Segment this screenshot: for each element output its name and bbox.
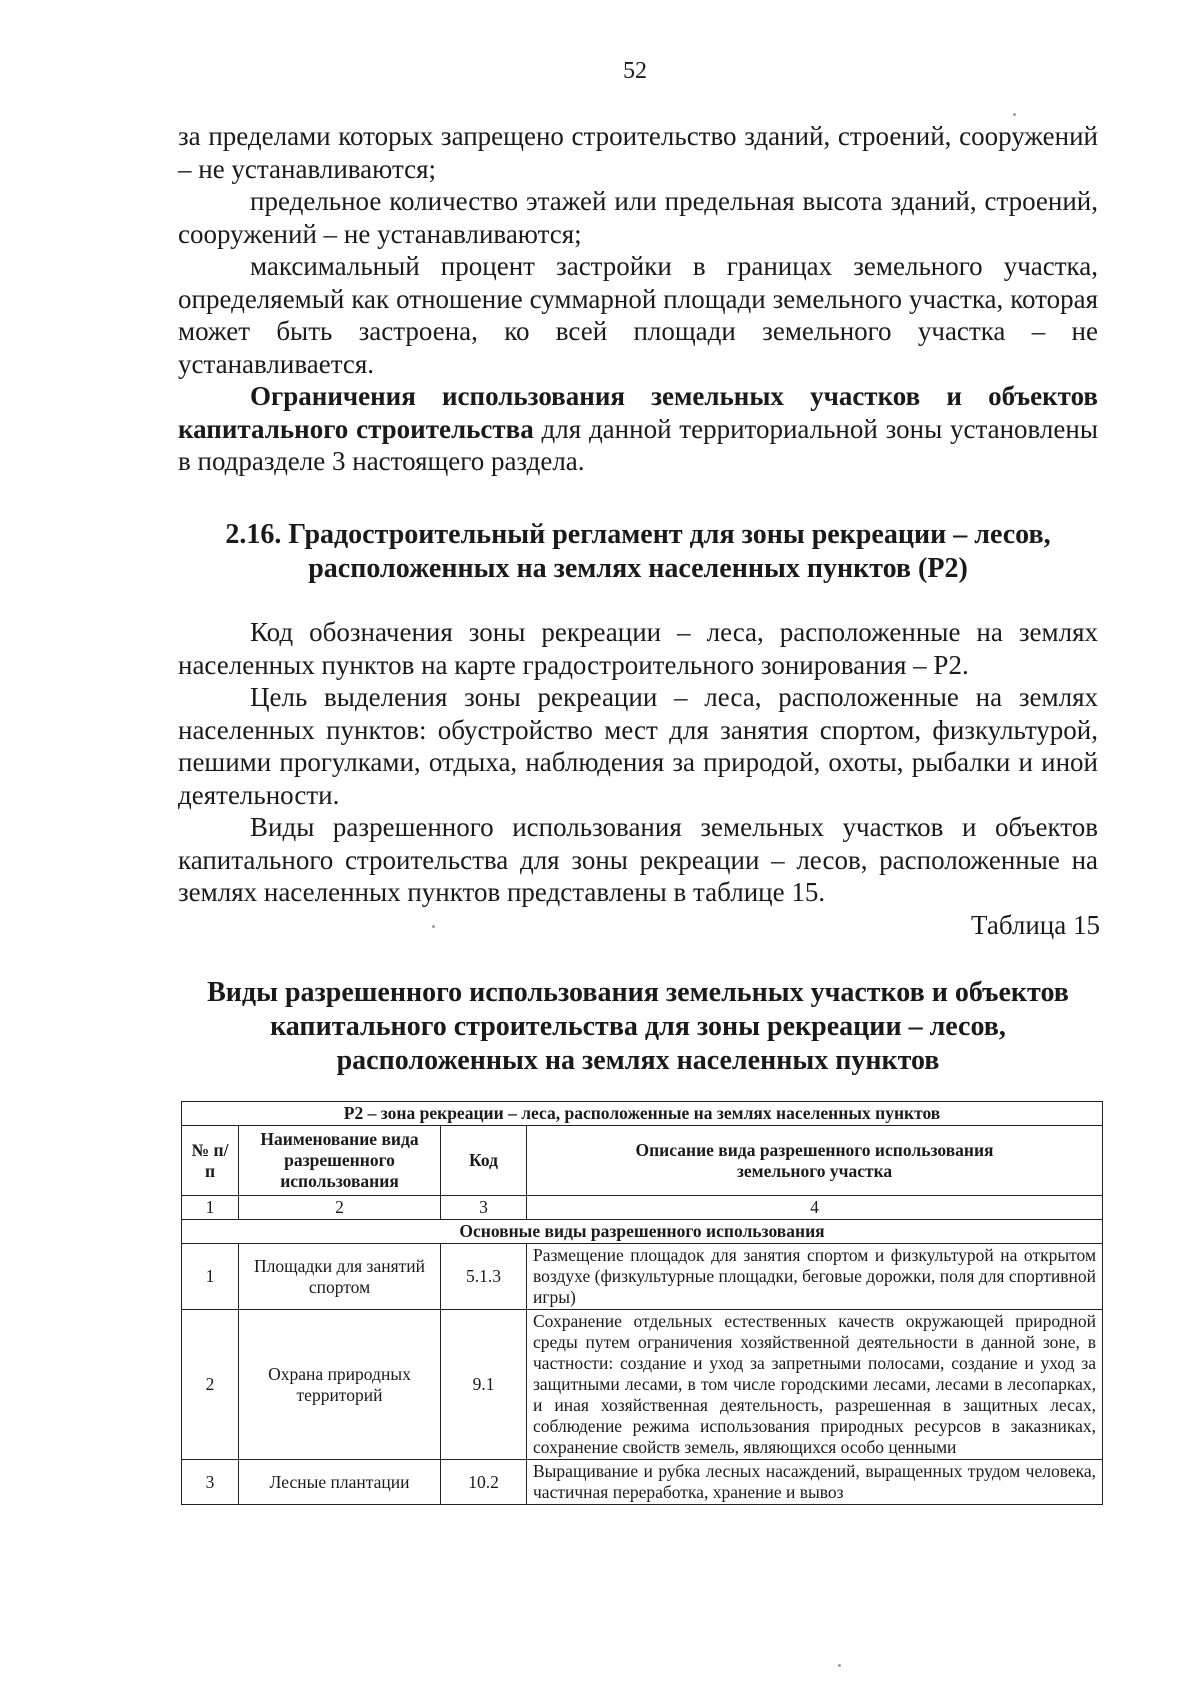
col-number-3: 3 <box>441 1196 527 1220</box>
land-use-table <box>181 1101 1103 1505</box>
restrictions-bold-text: Ограничения использования земельных участков и объектов капитального строительства <box>178 381 1098 444</box>
column-number-row <box>182 1196 1103 1220</box>
table-title-line-2: капитального строительства для зоны рекреации – лесов, <box>270 1011 1006 1042</box>
intro-paragraph-2: предельное количество этажей или предельная высота зданий, строений, сооружений – не устанавливаются; <box>178 186 1098 249</box>
scan-speck <box>1013 113 1016 116</box>
table-title-line-1: Виды разрешенного использования земельных участков и объектов <box>207 977 1069 1008</box>
page-number: 52 <box>623 58 647 84</box>
col-number-2: 2 <box>239 1196 441 1220</box>
group-header-cell: Основные виды разрешенного использования <box>182 1220 1103 1244</box>
intro-paragraph-3: максимальный процент застройки в границах земельного участка, определяемый как отношение суммарной площади земельного участка, которая может быть застроена, ко всей площади земельного участка – не устанавливается. <box>178 251 1098 379</box>
section-heading <box>178 518 1098 586</box>
section-paragraph-2: Цель выделения зоны рекреации – леса, расположенные на землях населенных пунктов: обустройство мест для занятия спортом, физкультурой, пешими прогулками, отдыха, наблюдения за природой, охоты, рыбалки и иной деятельности. <box>178 682 1098 810</box>
table-label: Таблица 15 <box>971 910 1100 940</box>
row-code: 5.1.3 <box>441 1244 527 1310</box>
section-paragraph-3: Виды разрешенного использования земельных участков и объектов капитального строительства для зоны рекреации – лесов, расположенные на землях населенных пунктов представлены в таблице 15. <box>178 812 1098 907</box>
row-num: 2 <box>182 1310 239 1460</box>
header-code: Код <box>441 1126 527 1196</box>
row-desc: Выращивание и рубка лесных насаждений, выращенных трудом человека, частичная переработка, хранение и вывоз <box>527 1460 1103 1505</box>
row-num: 1 <box>182 1244 239 1310</box>
row-desc: Размещение площадок для занятия спортом и физкультурой на открытом воздухе (физкультурные площадки, беговые дорожки, поля для спортивной игры) <box>527 1244 1103 1310</box>
table-heading <box>178 976 1098 1078</box>
group-header-row <box>182 1220 1103 1244</box>
col-number-4: 4 <box>527 1196 1103 1220</box>
zone-header-cell: Р2 – зона рекреации – леса, расположенные на землях населенных пунктов <box>182 1102 1103 1126</box>
row-code: 10.2 <box>441 1460 527 1505</box>
row-name: Охрана природных территорий <box>239 1310 441 1460</box>
table-row <box>182 1310 1103 1460</box>
restrictions-rest-text: для данной территориальной зоны установлены в подразделе 3 настоящего раздела. <box>178 413 1098 476</box>
header-desc: Описание вида разрешенного использования земельного участка <box>527 1126 1103 1196</box>
table-title-line-3: расположенных на землях населенных пунктов <box>336 1045 940 1076</box>
table-row <box>182 1244 1103 1310</box>
row-num: 3 <box>182 1460 239 1505</box>
header-name: Наименование вида разрешенного использования <box>239 1126 441 1196</box>
row-desc: Сохранение отдельных естественных качеств окружающей природной среды путем ограничения хозяйственной деятельности в данной зоне, в частности: создание и уход за запретными полосами, создание и уход за защитными лесами, в том числе городскими лесами, лесами в лесопарках, и иная хозяйственная деятельность, разрешенная в защитных лесах, соблюдение режима использования природных ресурсов в заказниках, сохранение свойств земель, являющихся особо ценными <box>527 1310 1103 1460</box>
column-header-row <box>182 1126 1103 1196</box>
row-name: Лесные плантации <box>239 1460 441 1505</box>
section-title-line-1: 2.16. Градостроительный регламент для зоны рекреации – лесов, <box>225 519 1051 550</box>
intro-paragraph-4 <box>178 380 1098 478</box>
scan-speck <box>838 1664 841 1667</box>
intro-paragraph-1: за пределами которых запрещено строительство зданий, строений, сооружений – не устанавливаются; <box>178 121 1098 184</box>
section-title-line-2: расположенных на землях населенных пунктов (Р2) <box>308 553 968 584</box>
table-row <box>182 1460 1103 1505</box>
section-paragraph-1: Код обозначения зоны рекреации – леса, расположенные на землях населенных пунктов на карте градостроительного зонирования – Р2. <box>178 617 1098 680</box>
col-number-1: 1 <box>182 1196 239 1220</box>
header-num: № п/п <box>182 1126 239 1196</box>
zone-header-row <box>182 1102 1103 1126</box>
section-text <box>178 616 1098 909</box>
row-name: Площадки для занятий спортом <box>239 1244 441 1310</box>
scan-speck <box>432 925 435 928</box>
intro-text <box>178 120 1098 478</box>
row-code: 9.1 <box>441 1310 527 1460</box>
